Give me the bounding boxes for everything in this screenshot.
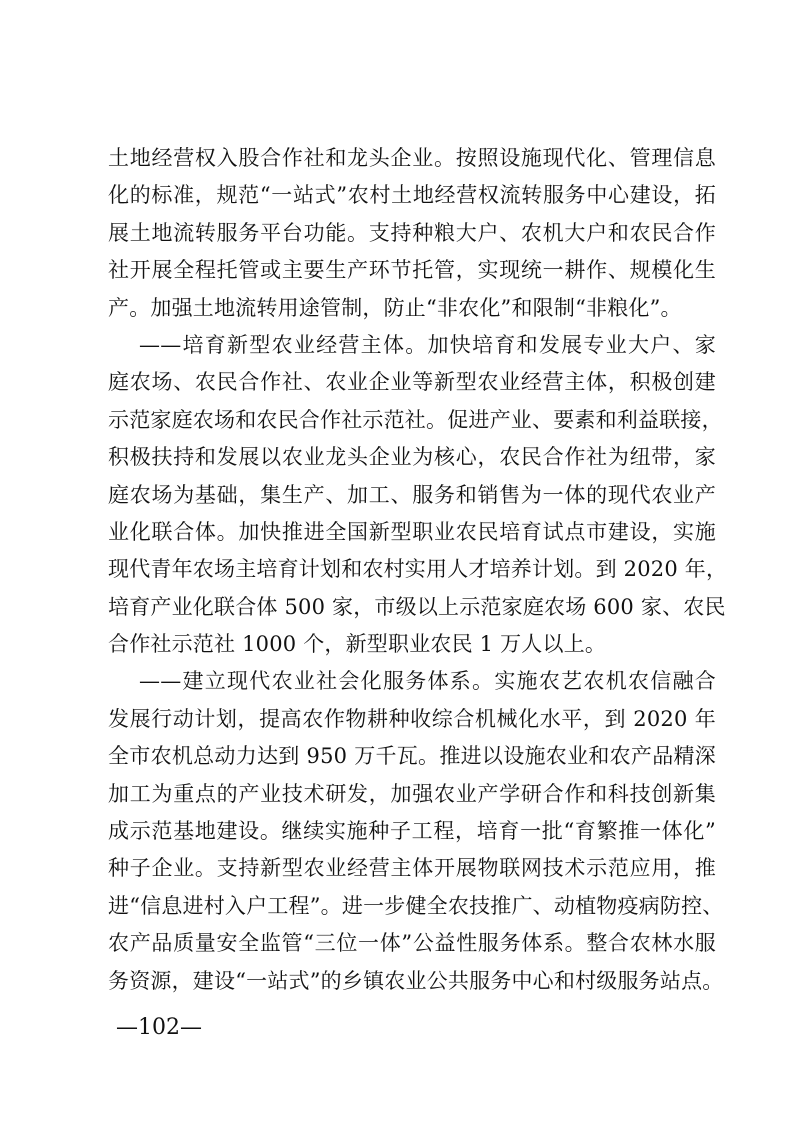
text-line: 产。加强土地流转用途管制，防止“非农化”和限制“非粮化”。 [108,295,682,320]
text-line: 土地经营权入股合作社和龙头企业。按照设施现代化、管理信息 [108,146,716,170]
text-line: 示范家庭农场和农民合作社示范社。促进产业、要素和利益联接， [108,407,723,432]
text-line: 庭农场为基础，集生产、加工、服务和销售为一体的现代农业产 [108,482,716,507]
text-line: 务资源，建设“一站式”的乡镇农业公共服务中心和村级服务站点。 [108,968,724,993]
text-line: 种子企业。支持新型农业经营主体开展物联网技术示范应用，推 [108,856,716,881]
text-line: 社开展全程托管或主要生产环节托管，实现统一耕作、规模化生 [108,258,716,283]
text-line: 发展行动计划，提高农作物耕种收综合机械化水平，到 2020 年 [108,706,716,731]
text-line: 现代青年农场主培育计划和农村实用人才培养计划。到 2020 年， [108,557,728,582]
page-number: —102— [116,1015,202,1040]
text-line: 积极扶持和发展以农业龙头企业为核心，农民合作社为纽带，家 [108,445,716,470]
text-line: 化的标准，规范“一站式”农村土地经营权流转服务中心建设，拓 [108,183,716,208]
text-line: 农产品质量安全监管“三位一体”公益性服务体系。整合农林水服 [108,931,716,956]
text-line: 进“信息进村入户工程”。进一步健全农技推广、动植物疫病防控、 [108,893,724,918]
text-line: 成示范基地建设。继续实施种子工程，培育一批“育繁推一体化” [108,819,716,844]
text-line: 业化联合体。加快推进全国新型职业农民培育试点市建设，实施 [108,519,716,544]
body-text [108,140,728,1000]
text-line: 展土地流转服务平台功能。支持种粮大户、农机大户和农民合作 [108,220,716,245]
text-line: 培育产业化联合体 500 家，市级以上示范家庭农场 600 家、农民 [108,594,726,619]
text-line: 合作社示范社 1000 个，新型职业农民 1 万人以上。 [108,632,607,657]
paragraph-first-line: ——建立现代农业社会化服务体系。实施农艺农机农信融合 [139,669,716,694]
text-line: 加工为重点的产业技术研发，加强农业产学研合作和科技创新集 [108,781,716,806]
paragraph-first-line: ——培育新型农业经营主体。加快培育和发展专业大户、家 [139,332,716,357]
text-line: 全市农机总动力达到 950 万千瓦。推进以设施农业和农产品精深 [108,744,716,769]
text-line: 庭农场、农民合作社、农业企业等新型农业经营主体，积极创建 [108,370,716,395]
